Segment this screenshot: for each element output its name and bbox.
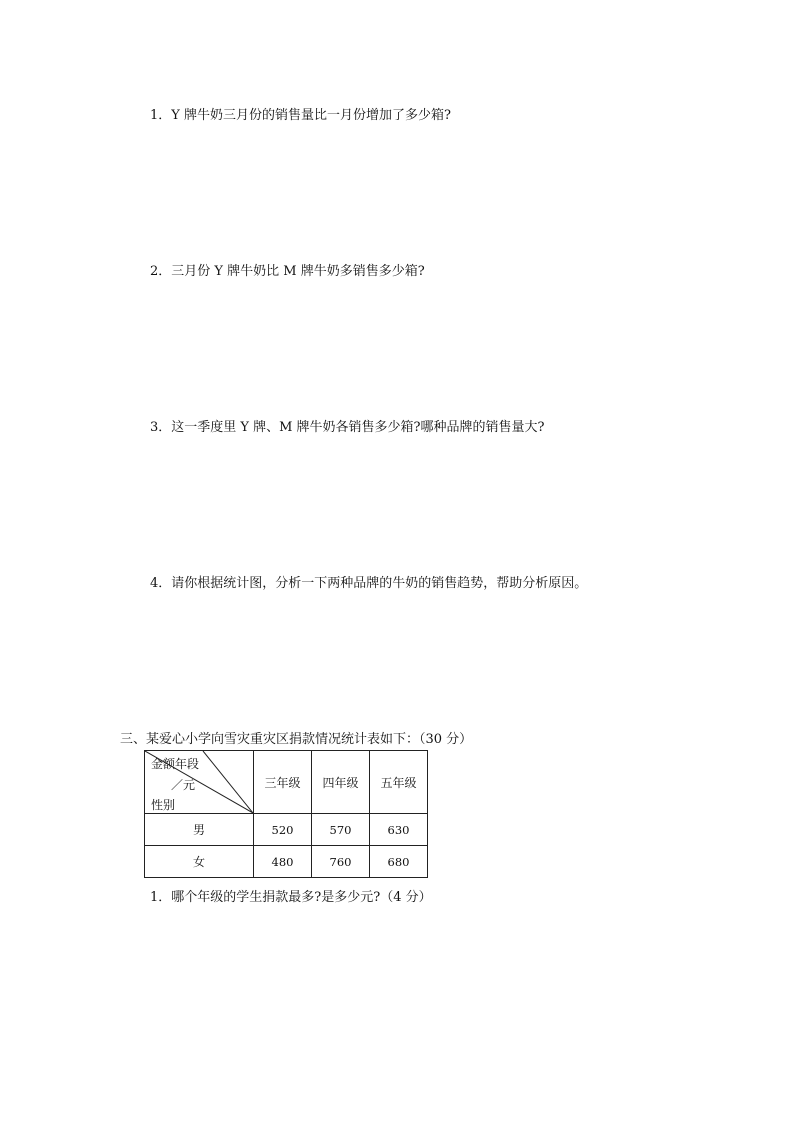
table-cell: 680 — [370, 846, 428, 878]
row-label: 男 — [145, 814, 254, 846]
question-4: 4．请你根据统计图，分析一下两种品牌的牛奶的销售趋势，帮助分析原因。 — [150, 576, 588, 591]
table-header-row — [145, 751, 428, 814]
column-header: 五年级 — [370, 751, 428, 814]
table-cell: 520 — [254, 814, 312, 846]
column-header: 四年级 — [312, 751, 370, 814]
table-cell: 480 — [254, 846, 312, 878]
table-row — [145, 846, 428, 878]
question-2: 2．三月份 Y 牌牛奶比 M 牌牛奶多销售多少箱? — [150, 264, 425, 279]
table-cell: 570 — [312, 814, 370, 846]
table-row — [145, 814, 428, 846]
corner-label-gender: 性别 — [151, 798, 176, 812]
row-label: 女 — [145, 846, 254, 878]
column-header: 三年级 — [254, 751, 312, 814]
table-corner-cell — [145, 751, 254, 814]
question-3: 3．这一季度里 Y 牌、M 牌牛奶各销售多少箱?哪种品牌的销售量大? — [150, 420, 545, 435]
table-cell: 760 — [312, 846, 370, 878]
section-3-question-1: 1．哪个年级的学生捐款最多?是多少元?（4 分） — [150, 890, 432, 905]
corner-label-unit: ／元 — [171, 778, 196, 792]
corner-label-grade: 金额年段 — [151, 757, 200, 771]
question-1: 1．Y 牌牛奶三月份的销售量比一月份增加了多少箱? — [150, 108, 451, 123]
donation-table — [144, 750, 428, 878]
table-cell: 630 — [370, 814, 428, 846]
section-3-title: 三、某爱心小学向雪灾重灾区捐款情况统计表如下：（30 分） — [120, 732, 473, 747]
